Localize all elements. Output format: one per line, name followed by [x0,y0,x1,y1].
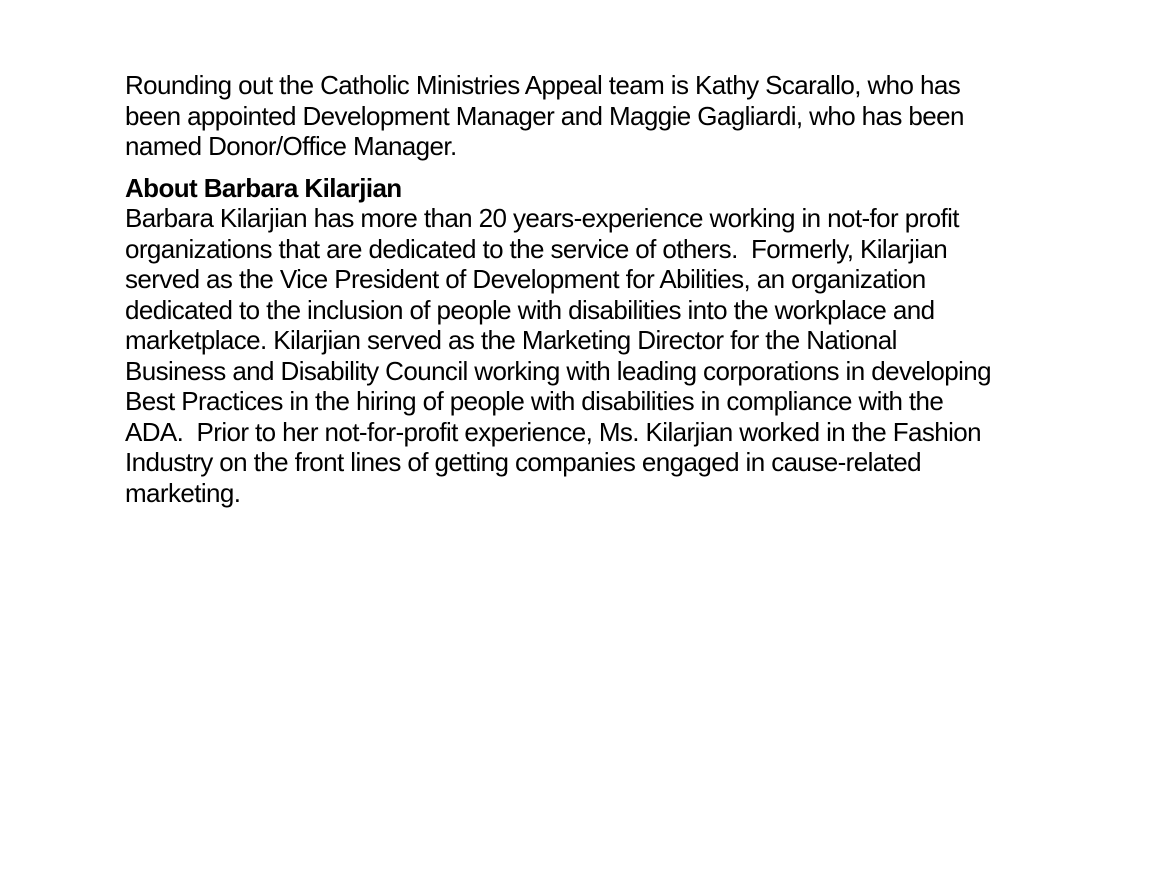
about-line: Industry on the front lines of getting companies engaged in cause-related [125,447,921,477]
intro-paragraph [125,70,1115,162]
about-line: Barbara Kilarjian has more than 20 years-experience working in not-for profit [125,203,959,233]
about-section-heading: About Barbara Kilarjian [125,172,402,203]
intro-line: Rounding out the Catholic Ministries Appeal team is Kathy Scarallo, who has [125,70,961,100]
about-line: marketing. [125,477,241,508]
about-section [125,173,1115,509]
document-body [125,70,1115,508]
about-line: marketplace. Kilarjian served as the Marketing Director for the National [125,325,897,355]
intro-line: been appointed Development Manager and Maggie Gagliardi, who has been [125,100,964,131]
about-line: organizations that are dedicated to the service of others. Formerly, Kilarjian [125,233,948,264]
intro-line: named Donor/Office Manager. [125,131,457,161]
about-line: ADA. Prior to her not-for-profit experience, Ms. Kilarjian worked in the Fashion [125,416,982,447]
about-line: dedicated to the inclusion of people with disabilities into the workplace and [125,294,935,325]
about-line: Business and Disability Council working with leading corporations in developing [125,355,991,386]
about-line: served as the Vice President of Development for Abilities, an organization [125,264,926,294]
about-line: Best Practices in the hiring of people with disabilities in compliance with the [125,386,944,416]
